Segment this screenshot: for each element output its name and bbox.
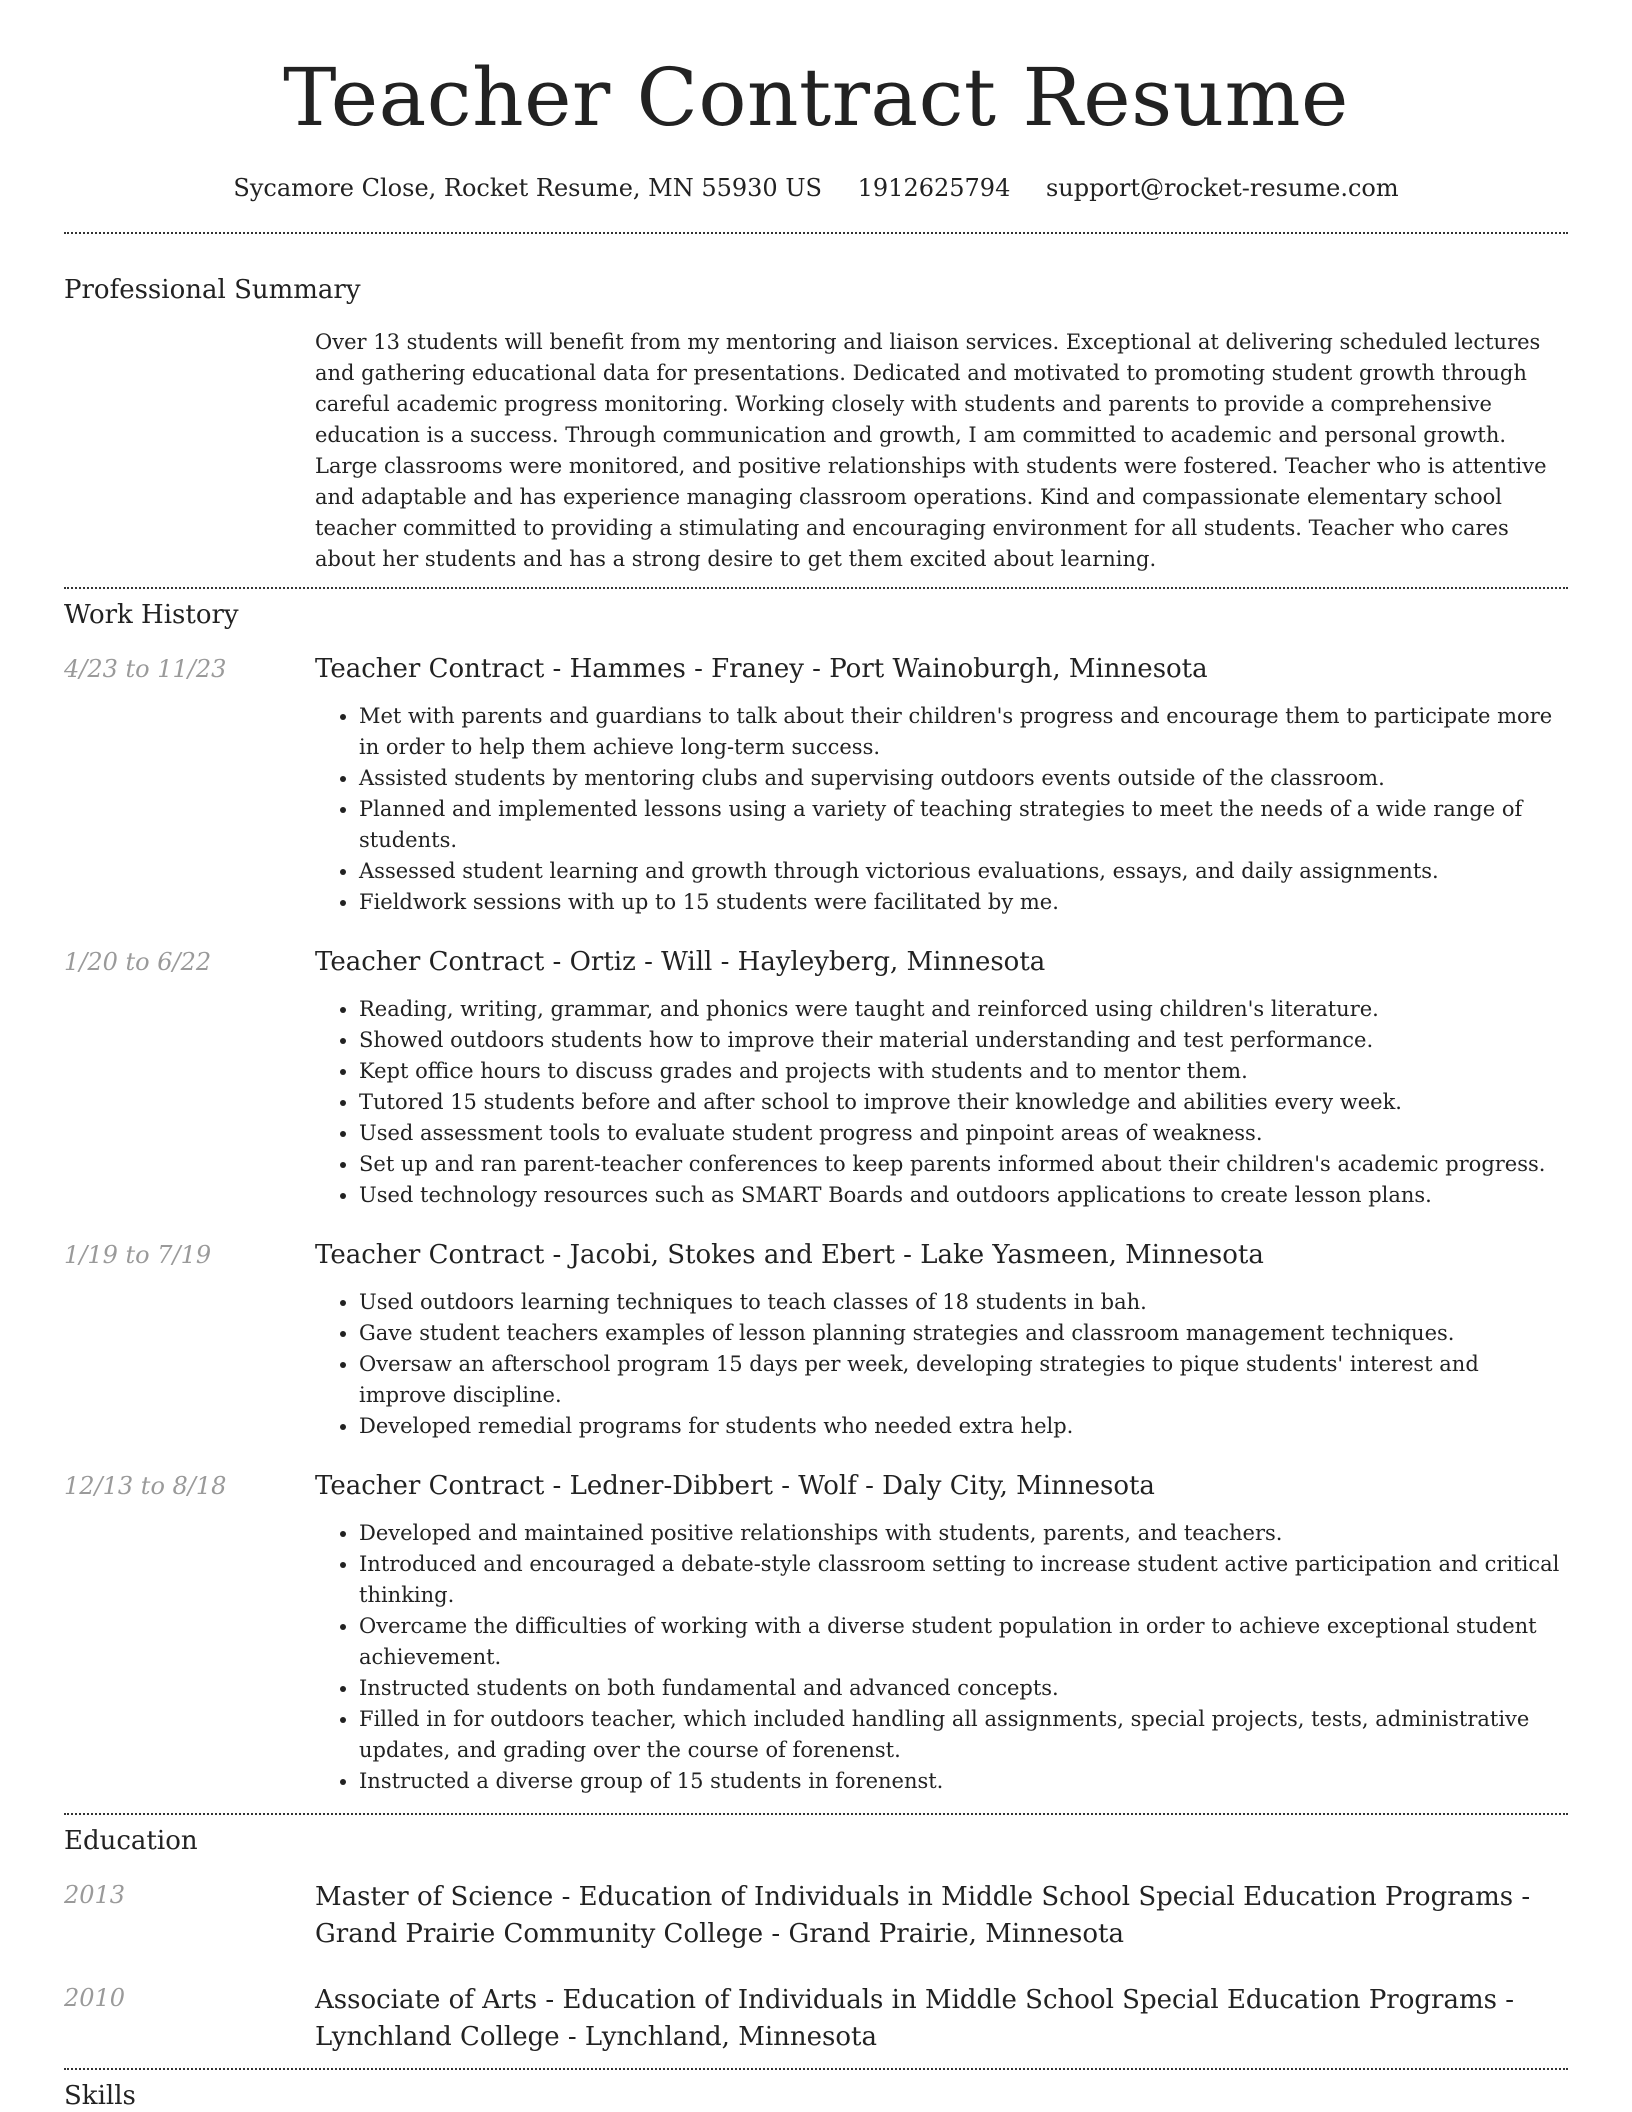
- job-bullet: • Developed and maintained positive relationships with students, parents, and teachers.: [359, 1518, 1568, 1549]
- job-bullet: • Showed outdoors students how to improve their material understanding and test performance.: [359, 1025, 1568, 1056]
- job-entry: [64, 653, 1568, 918]
- job-bullets: [315, 994, 1568, 1211]
- job-dates: 1/19 to 7/19: [64, 1241, 212, 1269]
- resume-title: Teacher Contract Resume: [283, 51, 1349, 144]
- education-entry: [64, 1879, 1568, 1953]
- job-bullet: • Kept office hours to discuss grades and projects with students and to mentor them.: [359, 1056, 1568, 1087]
- education-title: Associate of Arts - Education of Individuals in Middle School Special Education Programs - Lynchland College - Lynchland, Minnesota: [315, 1985, 1515, 2052]
- section-divider: [64, 587, 1568, 589]
- job-title: Teacher Contract - Jacobi, Stokes and Ebert - Lake Yasmeen, Minnesota: [315, 1240, 1264, 1270]
- job-entry: [64, 1239, 1568, 1442]
- job-bullet: • Planned and implemented lessons using a variety of teaching strategies to meet the needs of a wide range of students.: [359, 794, 1568, 856]
- section-divider: [64, 232, 1568, 234]
- education-title: Master of Science - Education of Individuals in Middle School Special Education Programs - Grand Prairie Community College - Grand Prairie, Minnesota: [315, 1882, 1531, 1949]
- contact-line: [64, 172, 1568, 204]
- job-bullet: • Instructed a diverse group of 15 students in forenenst.: [359, 1766, 1568, 1797]
- section-title-skills: Skills: [64, 2081, 136, 2111]
- job-bullet: • Developed remedial programs for students who needed extra help.: [359, 1411, 1568, 1442]
- section-title-work-history: Work History: [64, 600, 239, 630]
- job-bullet: • Set up and ran parent-teacher conferences to keep parents informed about their children's academic progress.: [359, 1149, 1568, 1180]
- job-title: Teacher Contract - Ledner-Dibbert - Wolf - Daly City, Minnesota: [315, 1471, 1155, 1501]
- section-divider: [64, 1813, 1568, 1815]
- job-bullet: • Assisted students by mentoring clubs and supervising outdoors events outside of the classroom.: [359, 763, 1568, 794]
- education-year: 2010: [64, 1984, 126, 2012]
- section-divider: [64, 2068, 1568, 2070]
- job-dates: 12/13 to 8/18: [64, 1472, 227, 1500]
- job-bullet: • Instructed students on both fundamental and advanced concepts.: [359, 1673, 1568, 1704]
- job-bullet: • Used technology resources such as SMART Boards and outdoors applications to create lesson plans.: [359, 1180, 1568, 1211]
- job-dates: 4/23 to 11/23: [64, 655, 227, 683]
- job-bullet: • Gave student teachers examples of lesson planning strategies and classroom management techniques.: [359, 1318, 1568, 1349]
- education-year: 2013: [64, 1881, 126, 1909]
- job-bullet: • Used outdoors learning techniques to teach classes of 18 students in bah.: [359, 1287, 1568, 1318]
- section-title-summary: Professional Summary: [64, 275, 361, 305]
- contact-phone: 1912625794: [857, 174, 1011, 202]
- job-bullet: • Oversaw an afterschool program 15 days per week, developing strategies to pique students' interest and improve discipline.: [359, 1349, 1568, 1411]
- job-bullet: • Used assessment tools to evaluate student progress and pinpoint areas of weakness.: [359, 1118, 1568, 1149]
- summary-text: Over 13 students will benefit from my mentoring and liaison services. Exceptional at delivering scheduled lectures and gathering educational data for presentations. Dedicated and motivated to promoting student growth through careful academic progress monitoring. Working closely with students and parents to provide a comprehensive education is a success. Through communication and growth, I am committed to academic and personal growth. Large classrooms were monitored, and positive relationships with students were fostered. Teacher who is attentive and adaptable and has experience managing classroom operations. Kind and compassionate elementary school teacher committed to providing a stimulating and encouraging environment for all students. Teacher who cares about her students and has a strong desire to get them excited about learning.: [315, 330, 1547, 571]
- job-bullet: • Introduced and encouraged a debate-style classroom setting to increase student active participation and critical thinking.: [359, 1549, 1568, 1611]
- job-bullets: [315, 701, 1568, 918]
- job-title: Teacher Contract - Ortiz - Will - Hayleyberg, Minnesota: [315, 947, 1046, 977]
- job-bullets: [315, 1287, 1568, 1442]
- job-bullets: [315, 1518, 1568, 1797]
- contact-email: support@rocket-resume.com: [1045, 174, 1399, 202]
- summary-row: [64, 327, 1568, 575]
- section-title-education: Education: [64, 1826, 198, 1856]
- job-title: Teacher Contract - Hammes - Franey - Port Wainoburgh, Minnesota: [315, 654, 1208, 684]
- job-bullet: • Overcame the difficulties of working with a diverse student population in order to achieve exceptional student achievement.: [359, 1611, 1568, 1673]
- resume-page: [64, 0, 1568, 2112]
- job-dates: 1/20 to 6/22: [64, 948, 212, 976]
- job-bullet: • Met with parents and guardians to talk about their children's progress and encourage them to participate more in order to help them achieve long-term success.: [359, 701, 1568, 763]
- contact-address: Sycamore Close, Rocket Resume, MN 55930 US: [233, 174, 822, 202]
- job-bullet: • Tutored 15 students before and after school to improve their knowledge and abilities every week.: [359, 1087, 1568, 1118]
- job-bullet: • Fieldwork sessions with up to 15 students were facilitated by me.: [359, 887, 1568, 918]
- job-bullet: • Filled in for outdoors teacher, which included handling all assignments, special projects, tests, administrative updates, and grading over the course of forenenst.: [359, 1704, 1568, 1766]
- job-bullet: • Assessed student learning and growth through victorious evaluations, essays, and daily assignments.: [359, 856, 1568, 887]
- job-entry: [64, 946, 1568, 1211]
- job-entry: [64, 1470, 1568, 1797]
- education-entry: [64, 1982, 1568, 2056]
- job-bullet: • Reading, writing, grammar, and phonics were taught and reinforced using children's literature.: [359, 994, 1568, 1025]
